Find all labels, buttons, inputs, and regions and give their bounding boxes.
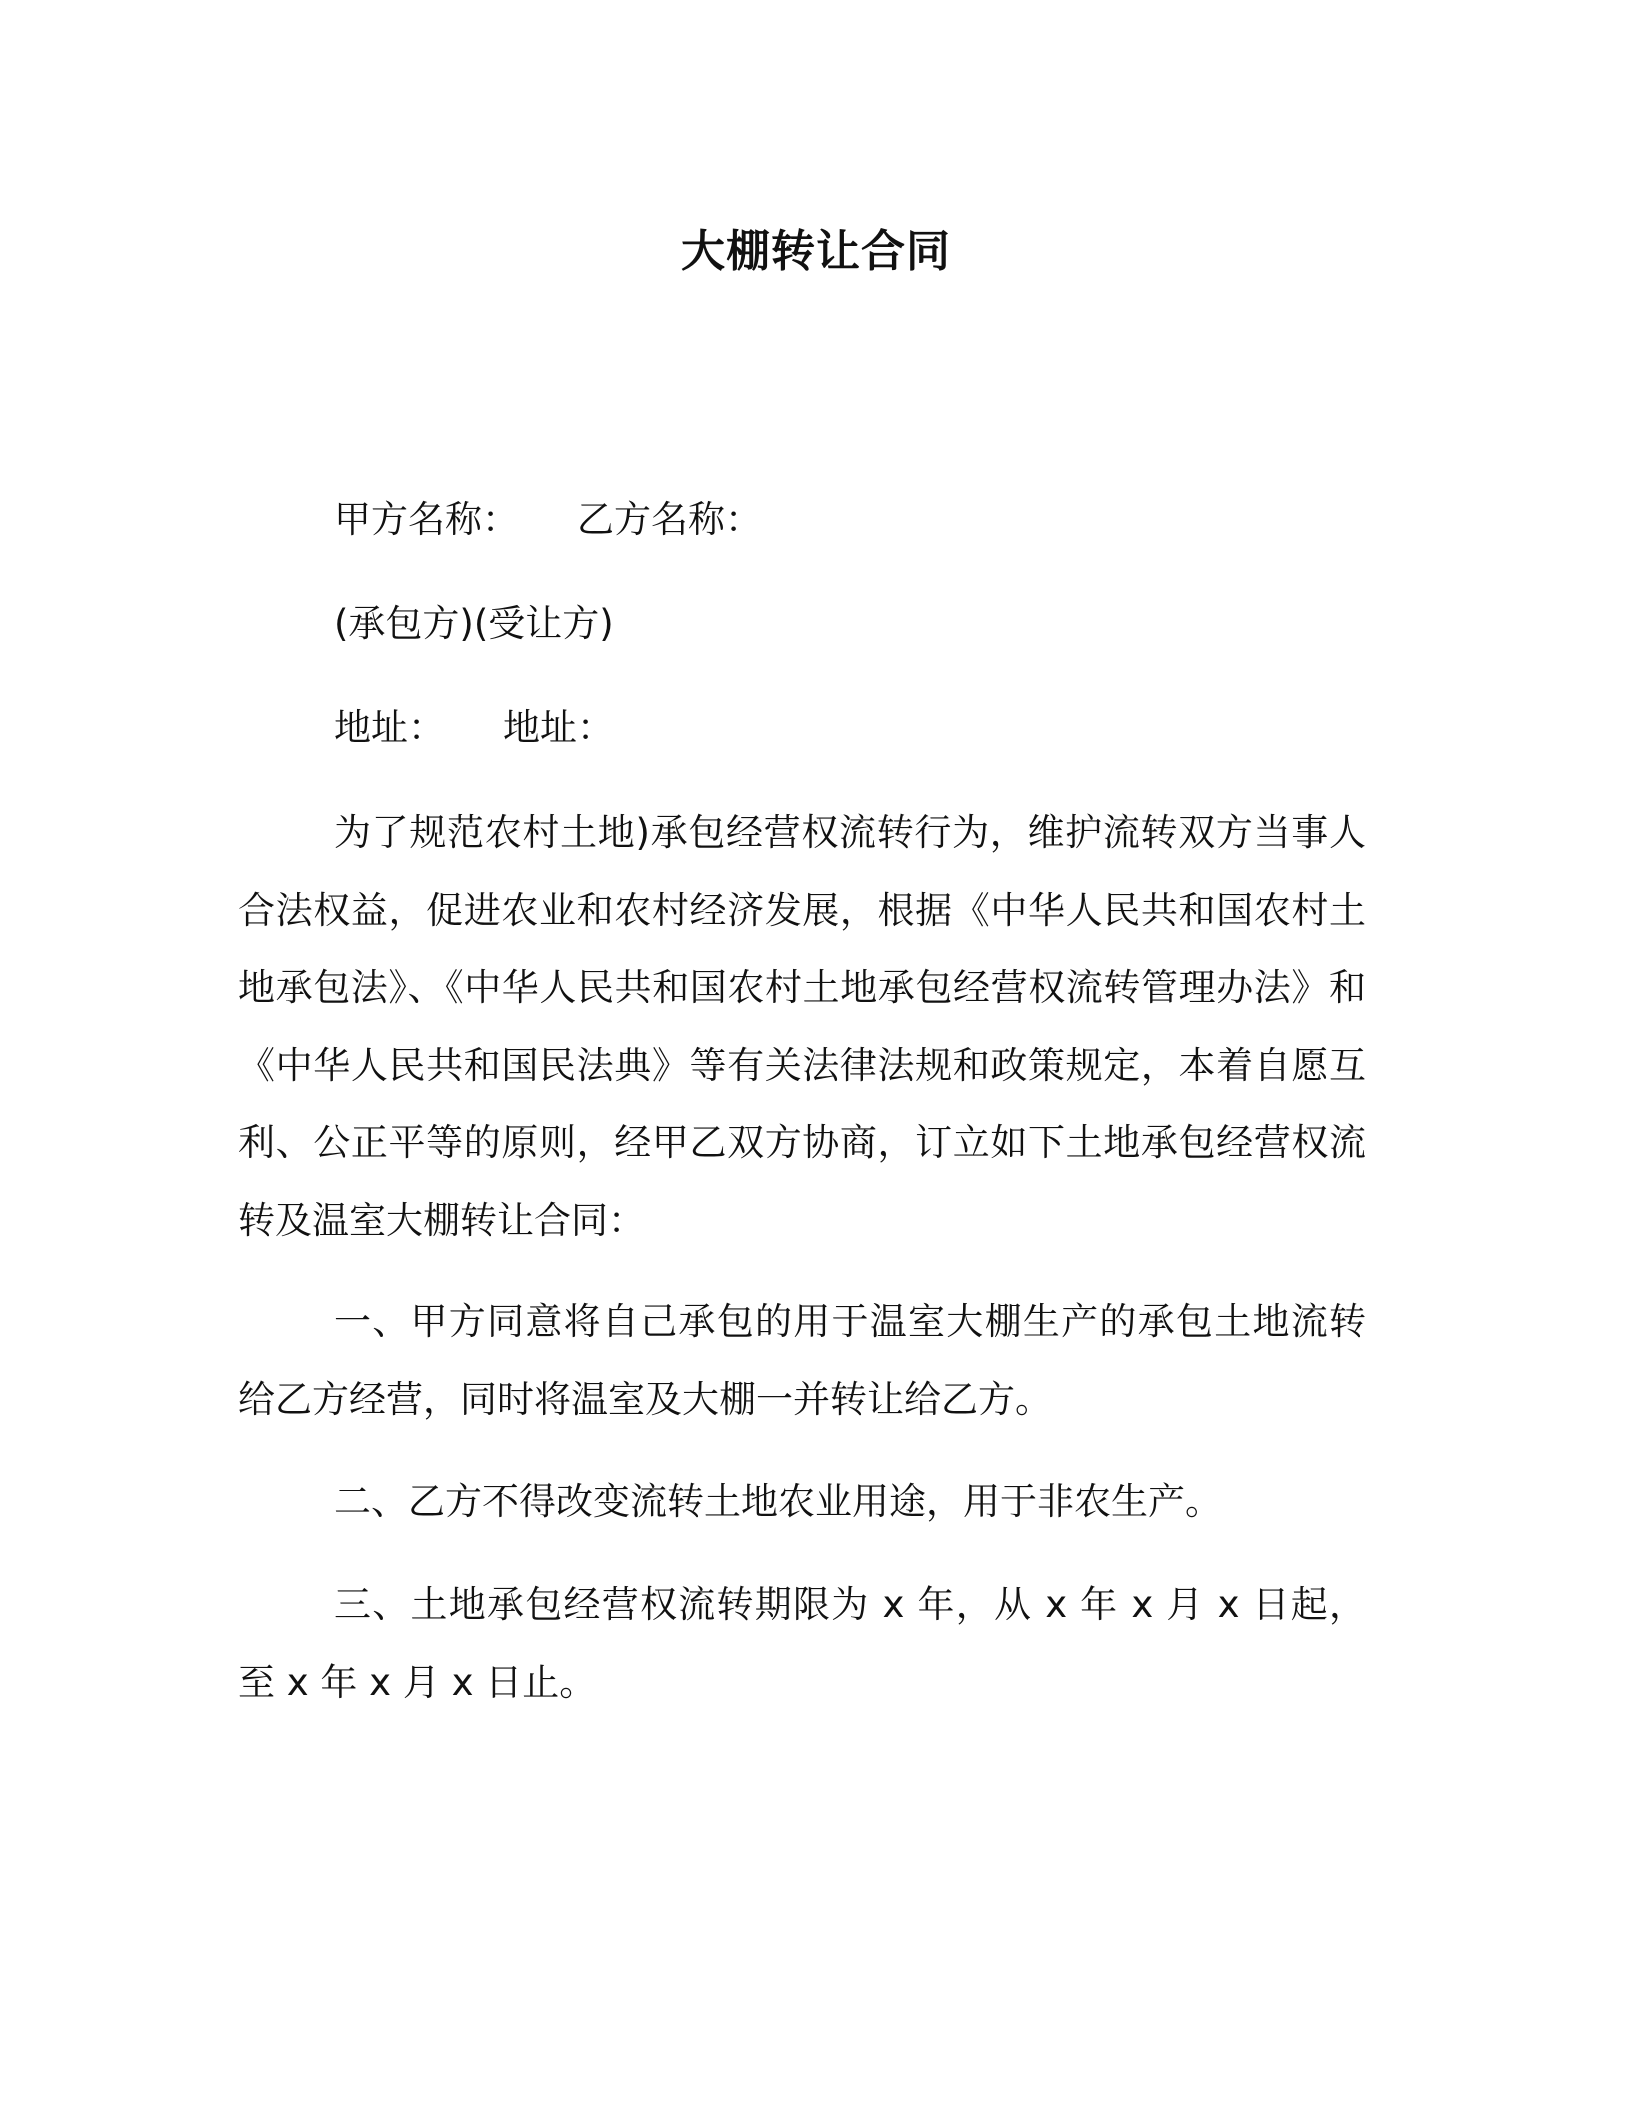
clause-1-paragraph: 一、甲方同意将自己承包的用于温室大棚生产的承包土地流转给乙方经营，同时将温室及大棚一并转让给乙方。 <box>238 1300 1366 1421</box>
document-title: 大棚转让合同 <box>681 226 951 277</box>
party-b-name-label: 乙方名称： <box>577 498 762 541</box>
clause-3-paragraph: 三、土地承包经营权流转期限为 x 年，从 x 年 x 月 x 日起，至 x 年 x 月 x 日止。 <box>238 1583 1366 1704</box>
party-name-line <box>334 495 762 545</box>
party-b-address-label: 地址： <box>503 706 614 749</box>
party-role-line: (承包方)(受让方) <box>334 602 614 645</box>
party-a-address-label: 地址： <box>334 706 445 749</box>
preamble-paragraph: 为了规范农村土地)承包经营权流转行为，维护流转双方当事人合法权益，促进农业和农村经济发展，根据《中华人民共和国农村土地承包法》、《中华人民共和国农村土地承包经营权流转管理办法》和《中华人民共和国民法典》等有关法律法规和政策规定，本着自愿互利、公正平等的原则，经甲乙双方协商，订立如下土地承包经营权流转及温室大棚转让合同： <box>238 811 1366 1242</box>
party-a-name-label: 甲方名称： <box>334 498 519 541</box>
address-line <box>334 703 614 753</box>
clause-2-paragraph: 二、乙方不得改变流转土地农业用途，用于非农生产。 <box>334 1480 1222 1523</box>
